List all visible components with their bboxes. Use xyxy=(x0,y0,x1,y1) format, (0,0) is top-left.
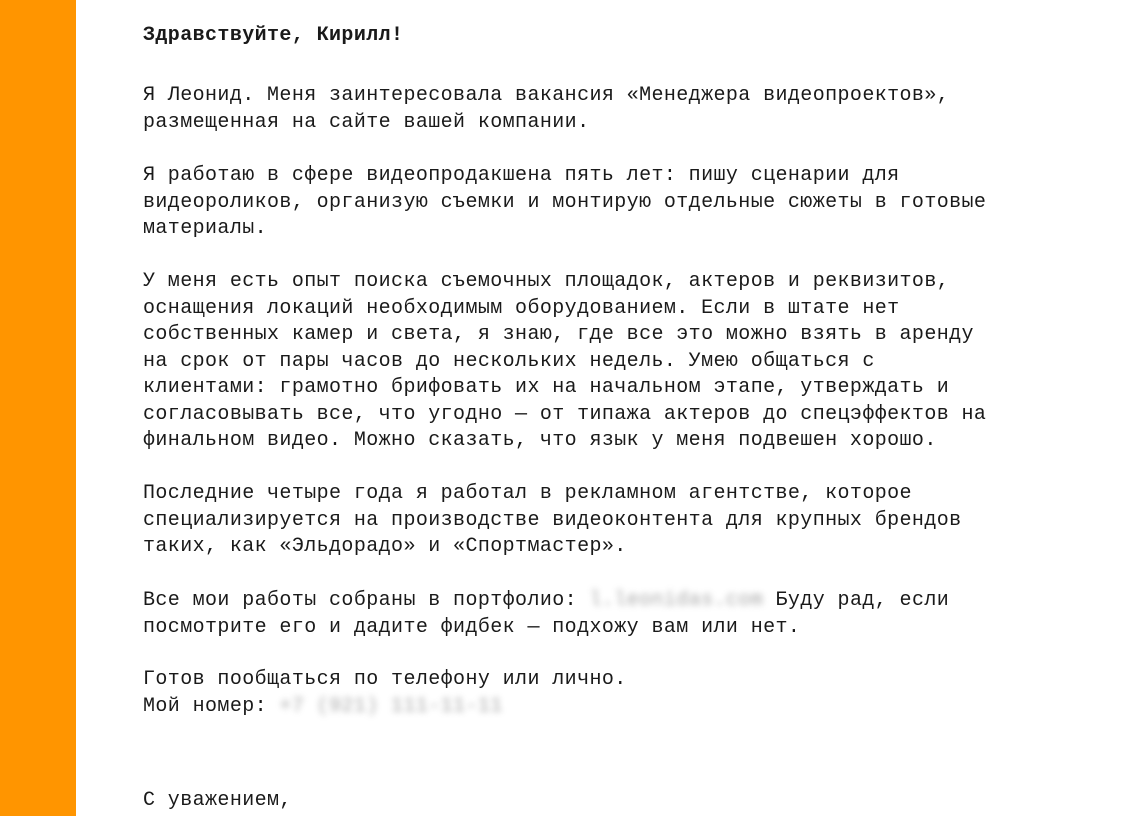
paragraph-intro xyxy=(143,83,949,136)
greeting: Здравствуйте, Кирилл! xyxy=(143,24,404,47)
experience-line-1: Я работаю в сфере видеопродакшена пять лет: пишу сценарии для xyxy=(143,164,900,187)
portfolio-line-2: посмотрите его и дадите фидбек — подхожу вам или нет. xyxy=(143,615,801,639)
experience-line-3: материалы. xyxy=(143,217,268,240)
phone-number[interactable]: +7 (921) 111-11-11 xyxy=(279,694,503,718)
experience-line-2: видеороликов, организую съемки и монтирую отдельные сюжеты в готовые xyxy=(143,190,987,214)
paragraph-contact xyxy=(143,667,627,720)
paragraph-skills xyxy=(143,269,986,455)
skills-line-5: клиентами: грамотно брифовать их на начальном этапе, утверждать и xyxy=(143,376,950,399)
portfolio-prefix: Все мои работы собраны в портфолио: xyxy=(143,589,590,612)
paragraph-experience xyxy=(143,163,986,243)
contact-line-2 xyxy=(143,694,627,721)
accent-side-bar xyxy=(0,0,76,816)
paragraph-agency xyxy=(143,481,962,561)
skills-line-7: финальном видео. Можно сказать, что язык у меня подвешен хорошо. xyxy=(143,429,937,452)
agency-line-1: Последние четыре года я работал в рекламном агентстве, которое xyxy=(143,482,912,505)
paragraph-portfolio xyxy=(143,588,949,641)
agency-line-2: специализируется на производстве видеоконтента для крупных брендов xyxy=(143,508,962,532)
skills-line-4: на срок от пары часов до нескольких недель. Умею общаться с xyxy=(143,349,875,373)
signoff: С уважением, xyxy=(143,789,292,812)
intro-line-1: Я Леонид. Меня заинтересовала вакансия «Менеджера видеопроектов», xyxy=(143,84,950,107)
skills-line-3: собственных камер и света, я знаю, где все это можно взять в аренду xyxy=(143,323,974,346)
skills-line-1: У меня есть опыт поиска съемочных площадок, актеров и реквизитов, xyxy=(143,270,950,293)
agency-line-3: таких, как «Эльдорадо» и «Спортмастер». xyxy=(143,535,627,558)
skills-line-2: оснащения локаций необходимым оборудованием. Если в штате нет xyxy=(143,296,900,320)
portfolio-suffix: Буду рад, если xyxy=(763,589,950,612)
intro-line-2: размещенная на сайте вашей компании. xyxy=(143,110,590,134)
portfolio-link[interactable]: l.leonidas.com xyxy=(589,589,764,612)
skills-line-6: согласовывать все, что угодно — от типажа актеров до спецэффектов на xyxy=(143,402,987,426)
portfolio-line-1 xyxy=(143,588,949,615)
contact-line-1: Готов пообщаться по телефону или лично. xyxy=(143,668,627,691)
phone-label: Мой номер: xyxy=(143,694,280,718)
